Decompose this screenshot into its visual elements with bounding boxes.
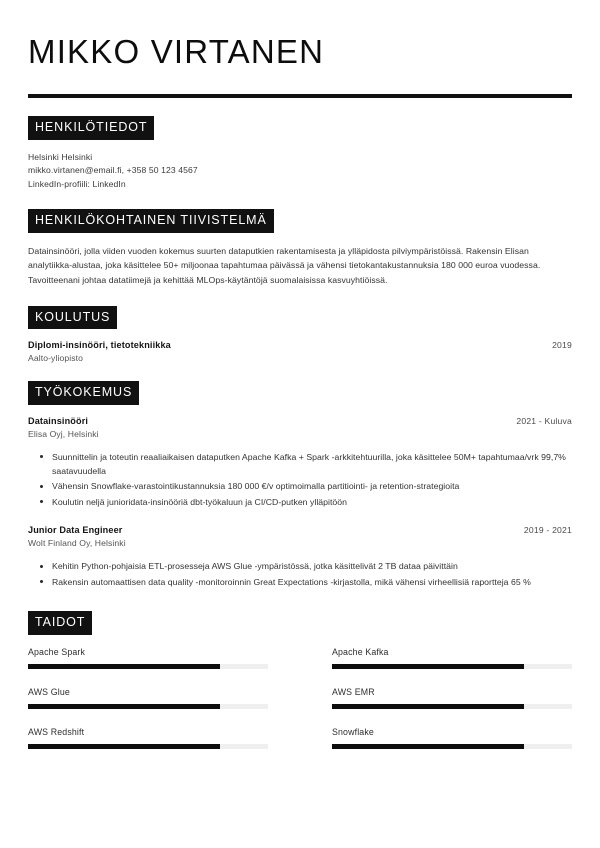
contact-linkedin[interactable]: LinkedIn-profiili: LinkedIn (28, 178, 126, 189)
education-entry-head (28, 340, 572, 350)
skill-progress-fill (332, 744, 524, 749)
skill-progress-track (332, 704, 572, 709)
experience-bullet: Koulutin neljä junioridata-insinööriä dbt-työkaluun ja CI/CD-putken ylläpitöön (50, 495, 572, 509)
skill-label: AWS EMR (332, 686, 375, 697)
experience-entry-head (28, 416, 572, 426)
skill-progress-track (28, 744, 268, 749)
education-institution: Aalto-yliopisto (28, 353, 83, 364)
experience-entry-head (28, 525, 572, 535)
section-education (28, 306, 572, 364)
education-entry (28, 340, 572, 363)
candidate-name: MIKKO VIRTANEN (28, 33, 325, 70)
experience-date: 2019 - 2021 (523, 525, 572, 536)
skill-progress-fill (28, 744, 220, 749)
experience-date: 2021 - Kuluva (516, 415, 572, 426)
summary-body (28, 244, 572, 288)
education-degree: Diplomi-insinööri, tietotekniikka (28, 340, 171, 351)
skill-item (332, 727, 572, 749)
experience-company: Elisa Oyj, Helsinki (28, 428, 99, 439)
skill-label: AWS Glue (28, 686, 70, 697)
skill-item (332, 647, 572, 669)
section-summary (28, 209, 572, 287)
education-body (28, 340, 572, 363)
experience-bullet: Suunnittelin ja toteutin reaaliaikaisen dataputken Apache Kafka + Spark -arkkitehtuurilla, joka käsittelee 50M+ tapahtumaa/vrk 99,7% saatavuudella (50, 450, 572, 479)
section-heading-skills: TAIDOT (28, 611, 92, 635)
experience-entry (28, 416, 572, 510)
experience-bullet: Rakensin automaattisen data quality -monitoroinnin Great Expectations -kirjastolla, mikä vähensi virheellisiä raportteja 65 % (50, 575, 572, 589)
experience-bullet: Vähensin Snowflake-varastointikustannuksia 180 000 €/v optimoimalla partitiointi- ja retention-strategioita (50, 479, 572, 493)
resume-header (28, 0, 572, 98)
skill-progress-track (28, 664, 268, 669)
skill-label: AWS Redshift (28, 726, 85, 737)
skill-label: Apache Kafka (332, 646, 389, 657)
skill-label: Snowflake (332, 726, 374, 737)
skill-item (28, 687, 268, 709)
skill-item (332, 687, 572, 709)
contact-details (28, 151, 572, 192)
section-contact (28, 116, 572, 191)
section-skills (28, 611, 572, 767)
section-heading-experience: TYÖKOKEMUS (28, 381, 139, 405)
section-heading-contact: HENKILÖTIEDOT (28, 116, 154, 140)
experience-job-title: Datainsinööri (28, 415, 89, 426)
header-divider (28, 94, 572, 98)
experience-job-title: Junior Data Engineer (28, 525, 123, 536)
experience-bullet-list (28, 450, 572, 510)
skill-item (28, 647, 268, 669)
experience-entry (28, 525, 572, 589)
skill-progress-track (332, 744, 572, 749)
summary-text: Datainsinööri, jolla viiden vuoden kokemus suurten dataputkien rakentamisesta ja ylläpidosta pilviympäristöissä. Rakensin Elisan analytiikka-alustaa, joka käsittelee 50+ miljoonaa tapahtumaa päivässä ja vähensi tietokantakustannuksia 180 000 euroa vuodessa. Tavoitteenani johtaa datatiimejä ja kehittää MLOps-käytäntöjä suomalaisissa kasvuyhtiöissä. (28, 245, 541, 285)
skill-progress-fill (28, 664, 220, 669)
skill-progress-fill (332, 704, 524, 709)
experience-bullet-list (28, 559, 572, 589)
skill-item (28, 727, 268, 749)
education-date: 2019 (552, 340, 572, 351)
contact-email-phone[interactable]: mikko.virtanen@email.fi, +358 50 123 4567 (28, 165, 198, 176)
contact-location: Helsinki Helsinki (28, 151, 93, 162)
section-experience (28, 381, 572, 589)
experience-bullet: Kehitin Python-pohjaisia ETL-prosesseja AWS Glue -ympäristössä, jotka käsittelivät 2 TB dataa päivittäin (50, 559, 572, 573)
skill-progress-fill (332, 664, 524, 669)
skill-progress-fill (28, 704, 220, 709)
section-heading-education: KOULUTUS (28, 306, 117, 330)
skill-label: Apache Spark (28, 646, 86, 657)
experience-company: Wolt Finland Oy, Helsinki (28, 538, 126, 549)
skills-grid (28, 647, 572, 767)
skill-progress-track (28, 704, 268, 709)
experience-body (28, 416, 572, 589)
section-heading-summary: HENKILÖKOHTAINEN TIIVISTELMÄ (28, 209, 274, 233)
skill-progress-track (332, 664, 572, 669)
